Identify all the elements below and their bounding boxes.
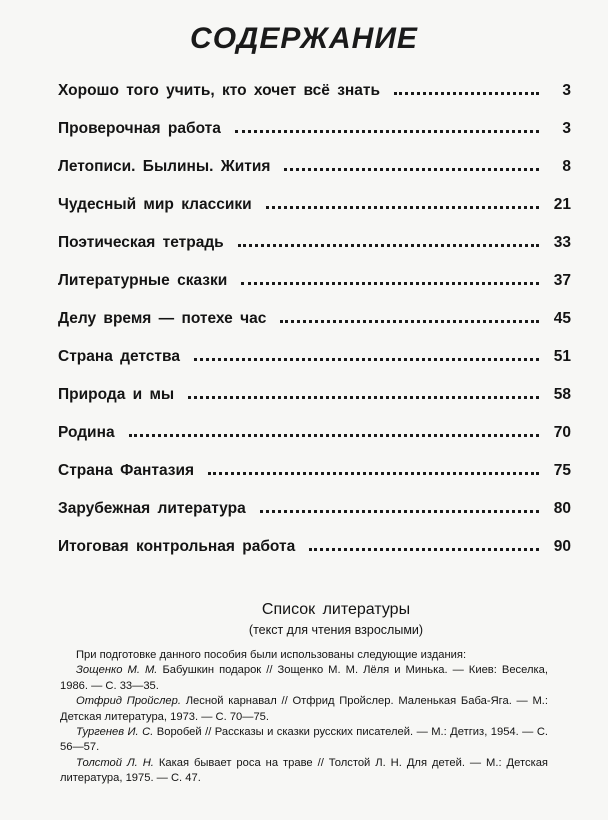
toc-entry-page: 37	[553, 272, 571, 289]
leader-dots	[208, 472, 539, 475]
bibliography-author: Тургенев И. С.	[76, 726, 154, 739]
toc-entry-page: 58	[553, 386, 571, 403]
bibliography-entry	[60, 663, 548, 694]
toc-entry-page: 70	[553, 424, 571, 441]
toc-entry	[58, 76, 571, 100]
toc-entry-page: 75	[553, 462, 571, 479]
toc-entry-page: 90	[553, 538, 571, 555]
toc-entry	[58, 494, 571, 518]
toc-entry	[58, 456, 571, 480]
bibliography-entry	[60, 725, 548, 756]
toc-entry-label: Страна детства	[58, 348, 180, 365]
bibliography-text: Бабушкин подарок // Зощенко М. М. Лёля и Минька. — Киев: Веселка, 1986. — С. 33—35.	[60, 664, 548, 692]
toc-title: СОДЕРЖАНИЕ	[190, 22, 418, 55]
toc-entry-page: 80	[553, 500, 571, 517]
toc-entry-label: Чудесный мир классики	[58, 196, 252, 213]
toc-entry-page: 3	[562, 120, 571, 137]
leader-dots	[238, 244, 539, 247]
leader-dots	[280, 320, 539, 323]
leader-dots	[235, 130, 539, 133]
toc-entry-label: Летописи. Былины. Жития	[58, 158, 271, 175]
toc-entry	[58, 152, 571, 176]
leader-dots	[241, 282, 539, 285]
bibliography-author: Толстой Л. Н.	[76, 756, 154, 769]
bibliography-intro: При подготовке данного пособия были использованы следующие издания:	[76, 649, 467, 661]
bibliography-entry	[60, 694, 548, 725]
toc-entry-label: Итоговая контрольная работа	[58, 538, 296, 555]
bibliography-entry	[60, 756, 548, 787]
leader-dots	[129, 434, 539, 437]
bibliography-text: Какая бывает роса на траве // Толстой Л. Н. Для детей. — М.: Детская литература, 1975. — С. 47.	[60, 756, 548, 785]
toc-entry	[58, 418, 571, 442]
toc-entry-label: Поэтическая тетрадь	[58, 234, 224, 251]
toc-entry-label: Родина	[58, 424, 115, 441]
bibliography-author: Зощенко М. М.	[76, 664, 158, 677]
toc-entry	[58, 532, 571, 556]
toc-entry-label: Литературные сказки	[58, 272, 228, 289]
toc-entry-page: 51	[553, 348, 571, 365]
leader-dots	[284, 168, 539, 171]
toc-entry-page: 33	[553, 234, 571, 251]
leader-dots	[194, 358, 539, 361]
toc-entry-page: 21	[553, 196, 571, 213]
bibliography-author: Отфрид Пройслер.	[76, 695, 181, 708]
bibliography-subtitle: (текст для чтения взрослыми)	[248, 623, 424, 637]
bibliography-text: Воробей // Рассказы и сказки русских писателей. — М.: Детгиз, 1954. — С. 56—57.	[60, 726, 549, 754]
toc-entry-page: 45	[553, 310, 571, 327]
leader-dots	[394, 92, 539, 95]
toc-entry-label: Страна Фантазия	[58, 462, 195, 479]
toc-entry-label: Природа и мы	[58, 386, 175, 403]
leader-dots	[266, 206, 539, 209]
leader-dots	[188, 396, 539, 399]
toc-entry	[58, 380, 571, 404]
toc-entry	[58, 342, 571, 366]
bibliography-title: Список литературы	[261, 601, 411, 618]
toc-entry	[58, 266, 571, 290]
toc-entry-label: Проверочная работа	[58, 120, 221, 137]
toc-entry	[58, 304, 571, 328]
toc-entry-label: Зарубежная литература	[58, 500, 246, 517]
toc-entry-label: Делу время — потехе час	[58, 310, 267, 327]
toc-entry-page: 8	[562, 158, 571, 175]
toc-entry	[58, 228, 571, 252]
leader-dots	[260, 510, 539, 513]
bibliography-text: Лесной карнавал // Отфрид Пройслер. Маленькая Баба-Яга. — М.: Детская литература, 1973. — С. 70—75.	[60, 695, 548, 723]
toc-entry	[58, 114, 571, 138]
toc-entry-label: Хорошо того учить, кто хочет всё знать	[58, 82, 381, 99]
leader-dots	[309, 548, 539, 551]
toc-entry	[58, 190, 571, 214]
bibliography	[60, 648, 548, 787]
toc-entry-page: 3	[562, 82, 571, 99]
